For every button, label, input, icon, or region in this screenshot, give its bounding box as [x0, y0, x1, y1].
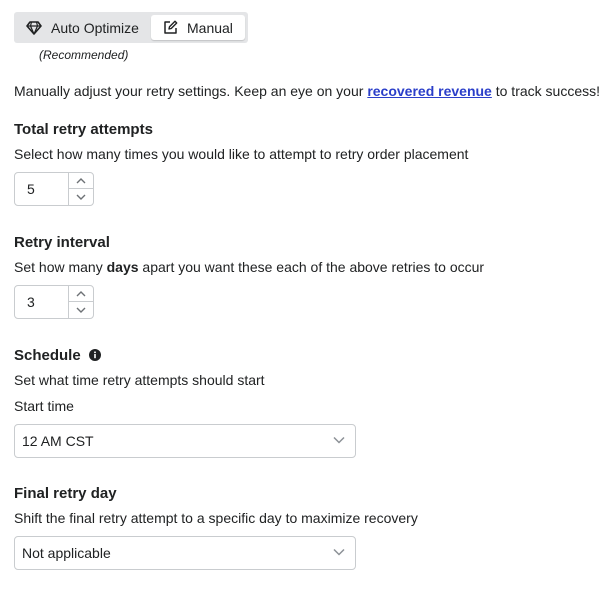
chevron-down-icon	[333, 548, 345, 556]
chevron-down-icon	[333, 436, 345, 444]
retry-interval-desc-bold: days	[106, 259, 139, 275]
chevron-down-icon	[76, 307, 86, 313]
auto-optimize-button[interactable]	[26, 15, 139, 40]
retry-interval-desc-before: Set how many	[14, 259, 107, 275]
retry-interval-desc-after: apart you want these each of the above retries to occur	[138, 259, 485, 275]
final-retry-title: Final retry day	[14, 485, 117, 502]
chevron-down-icon	[76, 194, 86, 200]
schedule-title: Schedule	[14, 347, 81, 364]
recommended-note: (Recommended)	[39, 48, 129, 62]
total-retry-increment[interactable]	[69, 173, 93, 189]
start-time-select[interactable]	[14, 424, 356, 458]
total-retry-spinner	[68, 173, 93, 205]
final-retry-value: Not applicable	[22, 545, 111, 561]
total-retry-description: Select how many times you would like to attempt to retry order placement	[14, 146, 469, 162]
total-retry-decrement[interactable]	[69, 189, 93, 205]
diamond-icon	[26, 21, 42, 35]
auto-optimize-label: Auto Optimize	[51, 19, 139, 36]
info-icon[interactable]	[89, 349, 101, 361]
total-retry-stepper	[14, 172, 94, 206]
total-retry-input[interactable]	[27, 173, 67, 205]
manual-label: Manual	[187, 19, 233, 36]
retry-interval-description	[14, 259, 484, 275]
retry-interval-spinner	[68, 286, 93, 318]
retry-interval-increment[interactable]	[69, 286, 93, 302]
start-time-label: Start time	[14, 398, 74, 414]
edit-icon	[163, 20, 178, 35]
start-time-value: 12 AM CST	[22, 433, 94, 449]
retry-interval-stepper	[14, 285, 94, 319]
retry-interval-input[interactable]	[27, 286, 67, 318]
chevron-up-icon	[76, 291, 86, 297]
intro-text	[14, 83, 600, 99]
intro-text-before: Manually adjust your retry settings. Keep an eye on your	[14, 83, 368, 99]
manual-button[interactable]	[151, 15, 245, 40]
total-retry-title: Total retry attempts	[14, 121, 153, 138]
final-retry-description: Shift the final retry attempt to a specific day to maximize recovery	[14, 510, 418, 526]
mode-toggle	[14, 12, 248, 43]
retry-interval-title: Retry interval	[14, 234, 110, 251]
schedule-description: Set what time retry attempts should start	[14, 372, 265, 388]
chevron-up-icon	[76, 178, 86, 184]
recovered-revenue-link[interactable]: recovered revenue	[367, 83, 492, 99]
intro-text-after: to track success!	[491, 83, 600, 99]
retry-interval-decrement[interactable]	[69, 302, 93, 318]
final-retry-select[interactable]	[14, 536, 356, 570]
